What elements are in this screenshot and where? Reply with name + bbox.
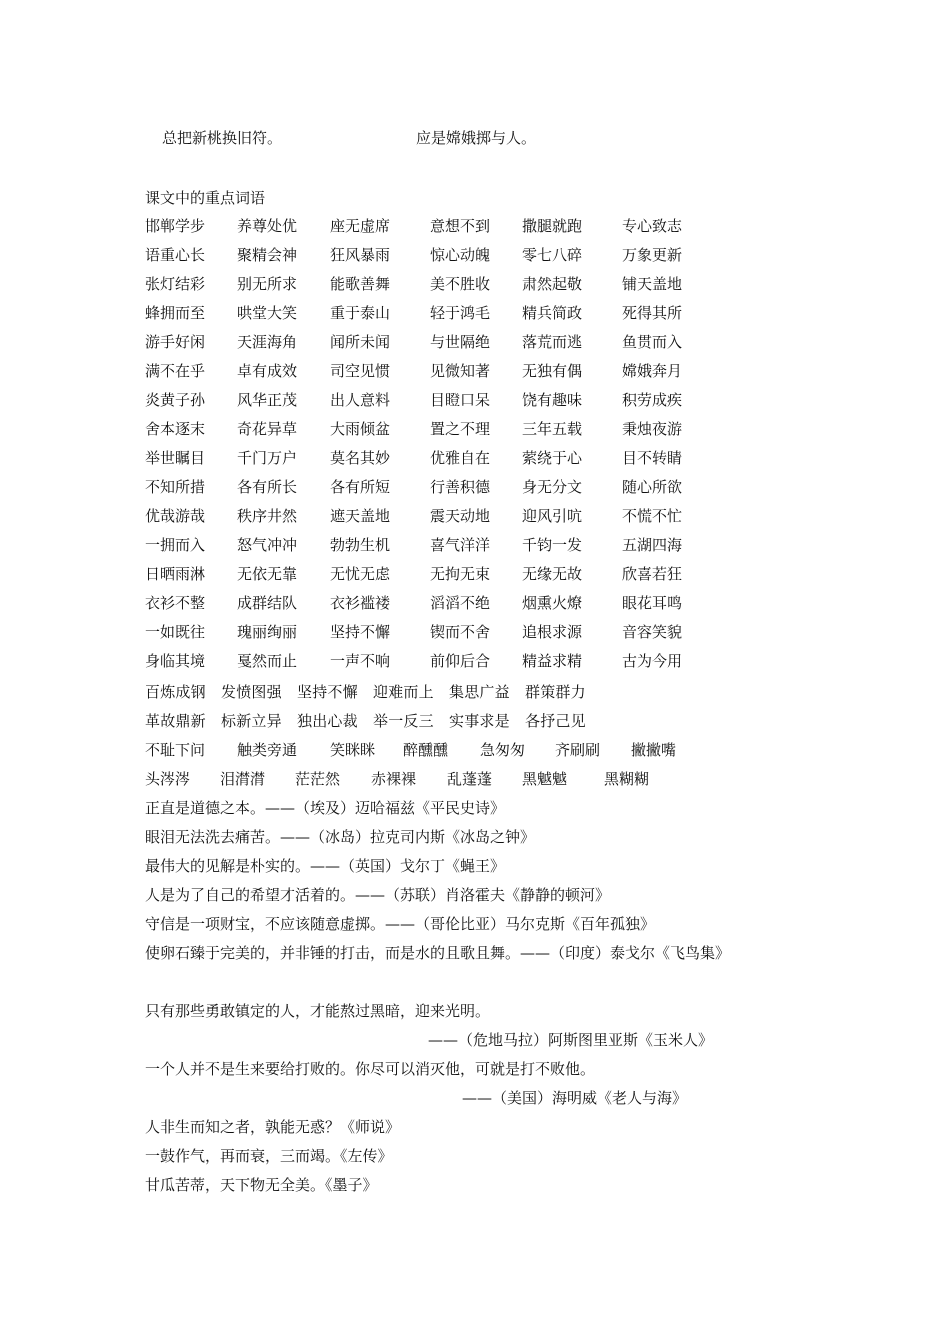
quote-source: ——（危地马拉）阿斯图里亚斯《玉米人》 [428, 1031, 714, 1049]
idiom-word: 身临其境 [145, 652, 206, 670]
idiom-word: 卓有成效 [237, 362, 298, 380]
idiom-word: 莫名其妙 [330, 449, 391, 467]
idiom-word: 千门万户 [237, 449, 298, 467]
idiom-word: 前仰后合 [430, 652, 491, 670]
idiom-word: 眼花耳鸣 [622, 594, 683, 612]
idiom-word: 烟熏火燎 [522, 594, 583, 612]
idiom-line: 革故鼎新 标新立异 独出心裁 举一反三 实事求是 各抒己见 [145, 712, 586, 730]
idiom-word: 撒腿就跑 [522, 217, 583, 235]
idiom-word: 三年五载 [522, 420, 583, 438]
quote-line: 眼泪无法洗去痛苦。——（冰岛）拉克司内斯《冰岛之钟》 [145, 828, 536, 846]
idiom-word: 滔滔不绝 [430, 594, 491, 612]
idiom-word: 秩序井然 [237, 507, 298, 525]
idiom-word: 举世瞩目 [145, 449, 206, 467]
idiom-word: 积劳成疾 [622, 391, 683, 409]
idiom-word: 语重心长 [145, 246, 206, 264]
vocab-word: 急匆匆 [480, 741, 526, 759]
idiom-word: 万象更新 [622, 246, 683, 264]
idiom-word: 勃勃生机 [330, 536, 391, 554]
idiom-word: 意想不到 [430, 217, 491, 235]
classical-quote: 甘瓜苦蒂，天下物无全美。《墨子》 [145, 1176, 378, 1194]
idiom-word: 蜂拥而至 [145, 304, 206, 322]
classical-quote: 一鼓作气，再而衰，三而竭。《左传》 [145, 1147, 393, 1165]
idiom-word: 落荒而逃 [522, 333, 583, 351]
idiom-word: 狂风暴雨 [330, 246, 391, 264]
idiom-word: 美不胜收 [430, 275, 491, 293]
quote-line: 守信是一项财宝，不应该随意虚掷。——（哥伦比亚）马尔克斯《百年孤独》 [145, 915, 656, 933]
idiom-word: 鱼贯而入 [622, 333, 683, 351]
idiom-word: 司空见惯 [330, 362, 391, 380]
idiom-word: 锲而不舍 [430, 623, 491, 641]
idiom-word: 重于泰山 [330, 304, 391, 322]
idiom-word: 萦绕于心 [522, 449, 583, 467]
idiom-word: 衣衫不整 [145, 594, 206, 612]
idiom-word: 零七八碎 [522, 246, 583, 264]
idiom-word: 哄堂大笑 [237, 304, 298, 322]
quote-line: 使卵石臻于完美的，并非锤的打击，而是水的且歌且舞。——（印度）泰戈尔《飞鸟集》 [145, 944, 731, 962]
idiom-word: 古为今用 [622, 652, 683, 670]
vocab-word: 不耻下问 [145, 741, 206, 759]
idiom-word: 饶有趣味 [522, 391, 583, 409]
idiom-word: 舍本逐末 [145, 420, 206, 438]
quote-line: 最伟大的见解是朴实的。——（英国）戈尔丁《蝇王》 [145, 857, 506, 875]
vocab-word: 茫茫然 [295, 770, 341, 788]
idiom-word: 闻所未闻 [330, 333, 391, 351]
idiom-word: 无缘无故 [522, 565, 583, 583]
vocab-word: 泪潸潸 [220, 770, 266, 788]
idiom-word: 炎黄子孙 [145, 391, 206, 409]
poem-line-left: 总把新桃换旧符。 [162, 129, 283, 147]
idiom-word: 座无虚席 [330, 217, 391, 235]
vocab-word: 黑魆魆 [522, 770, 568, 788]
idiom-word: 无独有偶 [522, 362, 583, 380]
idiom-word: 震天动地 [430, 507, 491, 525]
idiom-word: 专心致志 [622, 217, 683, 235]
idiom-word: 一如既往 [145, 623, 206, 641]
idiom-word: 游手好闲 [145, 333, 206, 351]
idiom-line: 百炼成钢 发愤图强 坚持不懈 迎难而上 集思广益 群策群力 [145, 683, 586, 701]
vocab-word: 黑糊糊 [604, 770, 650, 788]
idiom-word: 追根求源 [522, 623, 583, 641]
idiom-word: 聚精会神 [237, 246, 298, 264]
vocab-word: 撇撇嘴 [631, 741, 677, 759]
idiom-word: 与世隔绝 [430, 333, 491, 351]
idiom-word: 随心所欲 [622, 478, 683, 496]
idiom-word: 迎风引吭 [522, 507, 583, 525]
quote-text: 只有那些勇敢镇定的人，才能熬过黑暗，迎来光明。 [145, 1002, 491, 1020]
poem-line-right: 应是嫦娥掷与人。 [416, 129, 537, 147]
vocab-word: 触类旁通 [237, 741, 298, 759]
idiom-word: 满不在乎 [145, 362, 206, 380]
idiom-word: 目瞪口呆 [430, 391, 491, 409]
idiom-word: 音容笑貌 [622, 623, 683, 641]
section-title: 课文中的重点词语 [145, 189, 266, 207]
vocab-word: 乱蓬蓬 [447, 770, 493, 788]
classical-quote: 人非生而知之者，孰能无惑？《师说》 [145, 1118, 401, 1136]
idiom-word: 欣喜若狂 [622, 565, 683, 583]
idiom-word: 惊心动魄 [430, 246, 491, 264]
idiom-word: 目不转睛 [622, 449, 683, 467]
idiom-word: 奇花异草 [237, 420, 298, 438]
idiom-word: 无拘无束 [430, 565, 491, 583]
idiom-word: 戛然而止 [237, 652, 298, 670]
vocab-word: 头涔涔 [145, 770, 191, 788]
idiom-word: 不慌不忙 [622, 507, 683, 525]
idiom-word: 置之不理 [430, 420, 491, 438]
idiom-word: 喜气洋洋 [430, 536, 491, 554]
idiom-word: 遮天盖地 [330, 507, 391, 525]
idiom-word: 成群结队 [237, 594, 298, 612]
idiom-word: 优哉游哉 [145, 507, 206, 525]
idiom-word: 死得其所 [622, 304, 683, 322]
idiom-word: 见微知著 [430, 362, 491, 380]
quote-source: ——（美国）海明威《老人与海》 [462, 1089, 688, 1107]
idiom-word: 养尊处优 [237, 217, 298, 235]
idiom-word: 能歌善舞 [330, 275, 391, 293]
idiom-word: 千钧一发 [522, 536, 583, 554]
idiom-word: 肃然起敬 [522, 275, 583, 293]
idiom-word: 怒气冲冲 [237, 536, 298, 554]
idiom-word: 五湖四海 [622, 536, 683, 554]
idiom-word: 嫦娥奔月 [622, 362, 683, 380]
idiom-word: 无依无靠 [237, 565, 298, 583]
idiom-word: 不知所措 [145, 478, 206, 496]
vocab-word: 醉醺醺 [403, 741, 449, 759]
idiom-word: 风华正茂 [237, 391, 298, 409]
idiom-word: 别无所求 [237, 275, 298, 293]
idiom-word: 各有所长 [237, 478, 298, 496]
idiom-word: 瑰丽绚丽 [237, 623, 298, 641]
idiom-word: 铺天盖地 [622, 275, 683, 293]
quote-line: 正直是道德之本。——（埃及）迈哈福兹《平民史诗》 [145, 799, 506, 817]
idiom-word: 出人意料 [330, 391, 391, 409]
idiom-word: 精兵简政 [522, 304, 583, 322]
idiom-word: 优雅自在 [430, 449, 491, 467]
idiom-word: 日晒雨淋 [145, 565, 206, 583]
idiom-word: 天涯海角 [237, 333, 298, 351]
idiom-word: 身无分文 [522, 478, 583, 496]
idiom-word: 无忧无虑 [330, 565, 391, 583]
idiom-word: 轻于鸿毛 [430, 304, 491, 322]
idiom-word: 邯郸学步 [145, 217, 206, 235]
quote-text: 一个人并不是生来要给打败的。你尽可以消灭他，可就是打不败他。 [145, 1060, 596, 1078]
idiom-word: 一声不响 [330, 652, 391, 670]
idiom-word: 大雨倾盆 [330, 420, 391, 438]
idiom-word: 各有所短 [330, 478, 391, 496]
quote-line: 人是为了自己的希望才活着的。——（苏联）肖洛霍夫《静静的顿河》 [145, 886, 611, 904]
idiom-word: 张灯结彩 [145, 275, 206, 293]
vocab-word: 赤裸裸 [371, 770, 417, 788]
idiom-word: 秉烛夜游 [622, 420, 683, 438]
idiom-word: 衣衫褴褛 [330, 594, 391, 612]
idiom-word: 行善积德 [430, 478, 491, 496]
idiom-word: 坚持不懈 [330, 623, 391, 641]
vocab-word: 齐刷刷 [555, 741, 601, 759]
vocab-word: 笑眯眯 [330, 741, 376, 759]
idiom-word: 精益求精 [522, 652, 583, 670]
idiom-word: 一拥而入 [145, 536, 206, 554]
